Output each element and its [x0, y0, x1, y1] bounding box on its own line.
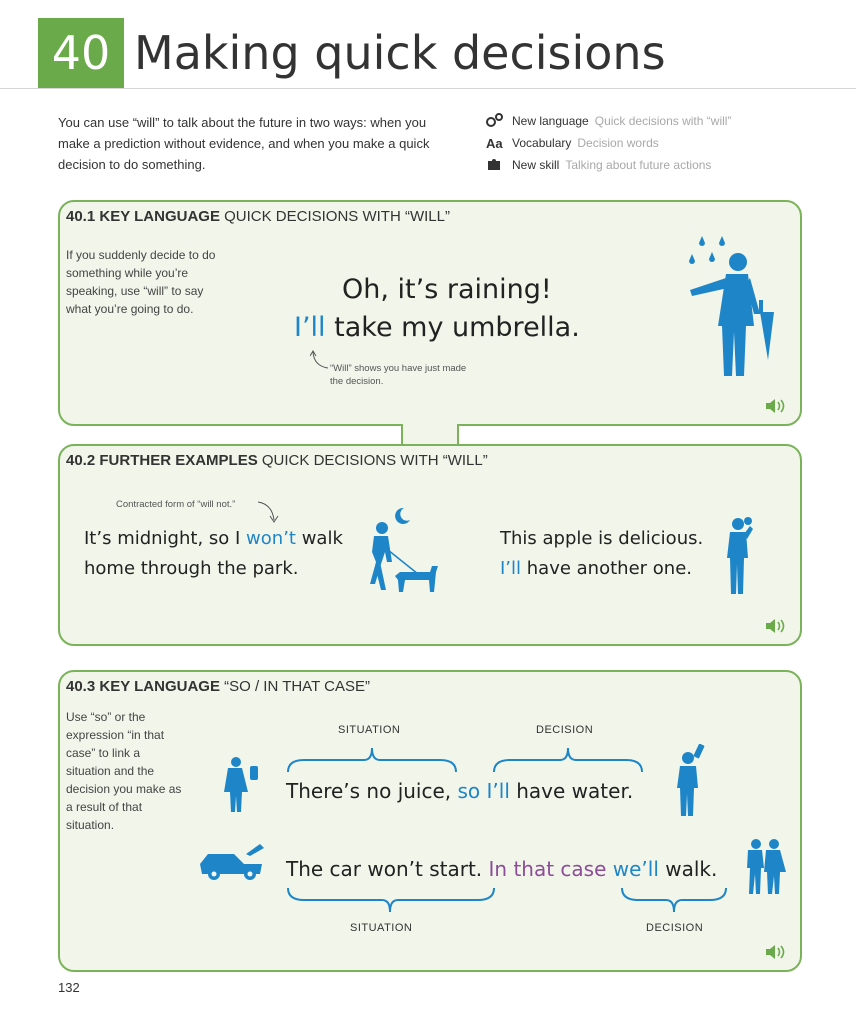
annotation-note: “Will” shows you have just made the decision.	[330, 363, 467, 387]
example-1-line-1	[84, 524, 343, 554]
audio-icon[interactable]	[764, 944, 786, 960]
situation-label-bottom: SITUATION	[350, 922, 413, 934]
annotation-arrow	[310, 350, 330, 374]
example-text: have another one.	[521, 558, 692, 579]
highlight-will: I’ll	[486, 779, 510, 803]
panel-further-examples	[58, 444, 802, 646]
section-number: 40.1	[66, 208, 96, 225]
two-people-walking-icon	[744, 838, 788, 898]
page-number: 132	[58, 980, 80, 995]
person-phone-icon	[222, 756, 262, 816]
meta-value: Decision words	[577, 136, 659, 150]
decision-brace	[490, 742, 646, 778]
example-text: walk.	[658, 857, 718, 881]
highlight-wont: won’t	[246, 528, 296, 549]
example-text: have water.	[509, 779, 634, 803]
side-note: If you suddenly decide to do something while you’re speaking, use “will” to say what you’re going to do.	[66, 248, 216, 316]
highlight-will: we’ll	[612, 857, 659, 881]
highlight-will: I’ll	[294, 312, 326, 343]
intro-text: You can use “will” to talk about the future in two ways: when you make a prediction without evidence, and when you make a quick decision to do something.	[58, 115, 430, 172]
situation-brace-bottom	[284, 884, 498, 920]
example-rest: take my umbrella.	[325, 312, 580, 343]
example-text: There’s no juice,	[286, 779, 458, 803]
chapter-number: 40	[38, 18, 124, 88]
section-topic: QUICK DECISIONS WITH “WILL”	[224, 208, 450, 225]
in-that-case-example	[286, 854, 717, 884]
section-number: 40.3	[66, 678, 96, 695]
meta-value: Quick decisions with “will”	[594, 114, 732, 128]
person-drinking-icon	[676, 744, 708, 818]
situation-brace	[284, 742, 460, 778]
highlight-will: I’ll	[500, 558, 522, 579]
example-1-line-2: home through the park.	[84, 558, 299, 579]
section-kind: KEY LANGUAGE	[99, 208, 220, 225]
vocabulary-aa-icon: Aa	[486, 135, 503, 151]
example-text: It’s midnight, so I	[84, 528, 247, 549]
annotation-arrow	[256, 500, 282, 524]
so-example	[286, 776, 633, 806]
person-eating-apple-icon	[724, 516, 758, 596]
section-number: 40.2	[66, 452, 96, 469]
section-kind: FURTHER EXAMPLES	[99, 452, 258, 469]
meta-new-skill	[486, 154, 826, 176]
example-text: walk	[295, 528, 343, 549]
example-2-line-2	[500, 554, 692, 584]
panel-so-in-that-case	[58, 670, 802, 972]
title-divider	[0, 88, 856, 89]
panel-heading	[66, 676, 370, 698]
example-text: The car won’t start.	[286, 857, 489, 881]
decision-brace-bottom	[618, 884, 730, 920]
meta-vocabulary	[486, 132, 826, 154]
audio-icon[interactable]	[764, 398, 786, 414]
broken-down-car-icon	[196, 842, 270, 882]
meta-new-language	[486, 110, 826, 132]
decision-label-bottom: DECISION	[646, 922, 704, 934]
panel-connector	[401, 424, 459, 446]
section-kind: KEY LANGUAGE	[99, 678, 220, 695]
meta-value: Talking about future actions	[565, 158, 712, 172]
umbrella-person-icon	[680, 222, 790, 382]
section-topic: QUICK DECISIONS WITH “WILL”	[261, 452, 488, 469]
side-note: Use “so” or the expression “in that case” to link a situation and the decision you make as a result of that situation.	[66, 710, 182, 832]
section-topic: “SO / IN THAT CASE”	[224, 678, 370, 695]
page-title: Making quick decisions	[134, 26, 666, 80]
meta-key: Vocabulary	[512, 136, 572, 150]
meta-key: New skill	[512, 158, 560, 172]
situation-label: SITUATION	[338, 724, 401, 736]
highlight-so: so	[457, 779, 481, 803]
panel-key-language-will	[58, 200, 802, 426]
audio-icon[interactable]	[764, 618, 786, 634]
gears-icon	[486, 113, 512, 130]
dog-walker-moon-icon	[360, 506, 450, 596]
example-2-line-1: This apple is delicious.	[500, 528, 704, 549]
highlight-in-that-case: In that case	[488, 857, 607, 881]
lesson-meta	[486, 110, 826, 176]
example-line-2	[294, 312, 580, 343]
example-line-1: Oh, it’s raining!	[342, 274, 552, 305]
decision-label: DECISION	[536, 724, 594, 736]
panel-heading	[66, 206, 450, 228]
annotation-note: Contracted form of “will not.”	[116, 499, 236, 510]
meta-key: New language	[512, 114, 589, 128]
puzzle-icon	[486, 156, 512, 175]
panel-heading	[66, 450, 488, 472]
